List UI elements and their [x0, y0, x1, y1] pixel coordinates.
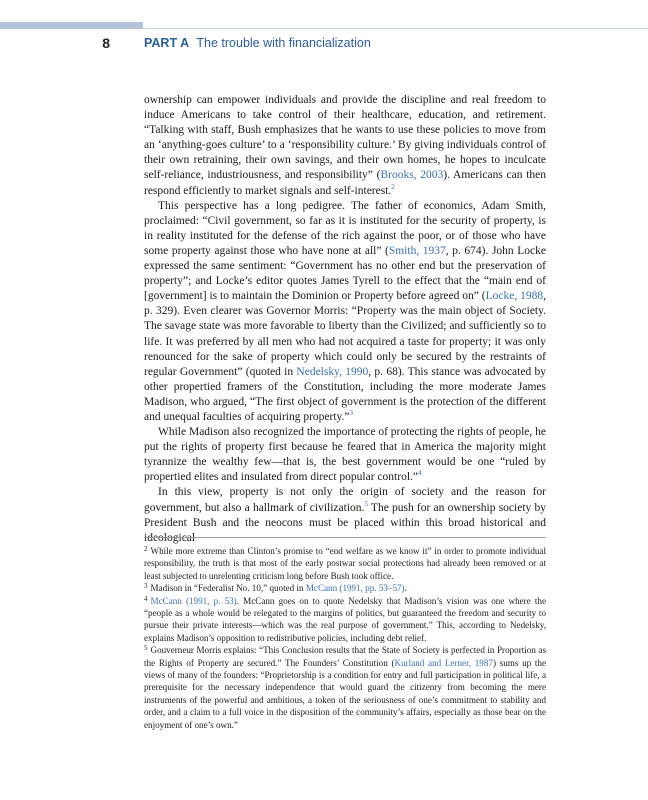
footnote-number: 3: [144, 582, 148, 591]
text-run: .: [404, 583, 407, 594]
text-run: In this view, property is not only the origin of society and the reason for government, but also a hallmark of civilization.: [144, 486, 546, 514]
footnote-number: 4: [144, 594, 148, 603]
text-run: , p. 68). This stance was advocated by other propertied framers of the Constitution, including the more moderate James Madison, who argued, “The first object of government is the protection of the different and unequal faculties of acquiring property.”: [144, 365, 546, 423]
footnote-ref[interactable]: 3: [349, 408, 354, 417]
footnote-number: 5: [144, 644, 148, 653]
text-run: ). Americans can then respond efficiently to market signals and self-interest.: [144, 169, 547, 197]
footnote-ref[interactable]: 2: [391, 182, 395, 191]
body-text: [144, 93, 546, 546]
text-run: . McCann goes on to quote Nedelsky that Madison’s vision was one where the “people as a whole would be relegated to the margins of politics, but guaranteed the freedom and security to pursue their private interests—which was the real purpose of government.” This, according to Nedelsky, explains Madison’s opposition to redistributive policies, including debt relief.: [144, 595, 546, 643]
footnote-ref[interactable]: 4: [418, 469, 422, 478]
text-run: While more extreme than Clinton’s promise to “end welfare as we know it” in order to promote individual responsibility, the truth is that most of the early postwar social protections had already been removed or at least subjected to unrelenting criticism long before Bush took office.: [144, 546, 546, 581]
citation-link[interactable]: McCann (1991, p. 53): [150, 595, 237, 606]
header-rule: [143, 28, 648, 29]
footnote-ref[interactable]: 5: [364, 499, 368, 508]
citation-link[interactable]: Brooks, 2003: [380, 169, 444, 182]
page-number: 8: [102, 35, 110, 51]
part-label: PART A: [144, 36, 190, 50]
text-run: While Madison also recognized the importance of protecting the rights of people, he put the rights of property first because he feared that in America the majority might tyrannize the wealthy few—that is, the best government would be one “ruled by propertied elites and insulated from direct popular control.”: [144, 426, 547, 484]
citation-link[interactable]: Kurland and Lerner, 1987: [394, 657, 493, 668]
text-run: This perspective has a long pedigree. The father of economics, Adam Smith, proclaimed: “Civil government, so far as it is instituted for the security of property, is in reality instituted for the defense of the rich against the poor, or of those who have some property against those who have none at all” (: [144, 199, 546, 257]
text-run: , p. 674). John Locke expressed the same sentiment: “Government has no other end but the preservation of property”; and Locke’s editor quotes James Tyrell to the effect that the “main end of [government] is to maintain the Dominion or Property before agreed on” (: [144, 244, 546, 303]
text-run: , p. 329). Even clearer was Governor Morris: “Property was the main object of Society. The savage state was more favorable to liberty than the Civilized; and sufficiently so to life. It was preferred by all men who had not acquired a taste for property; it was only renounced for the sake of property which could only be secured by the restraints of regular Government” (quoted in: [144, 290, 547, 378]
citation-link[interactable]: Nedelsky, 1990: [296, 365, 369, 378]
running-head: [144, 36, 371, 50]
footnote: [144, 644, 546, 731]
footnote: [144, 545, 546, 582]
citation-link[interactable]: Smith, 1937: [388, 244, 446, 257]
footnote-number: 2: [144, 545, 148, 553]
chapter-title: The trouble with financialization: [196, 36, 371, 50]
header-color-band: [0, 22, 143, 29]
text-run: Madison in “Federalist No. 10,” quoted in: [150, 583, 306, 594]
body-paragraph: [144, 425, 546, 485]
footnote: [144, 582, 546, 594]
body-paragraph: [144, 199, 546, 425]
footnote-rule: [144, 537, 546, 538]
citation-link[interactable]: McCann (1991, pp. 53–57): [305, 583, 405, 594]
text-run: The push for an ownership society by President Bush and the neocons must be placed within this broad historical and: [144, 501, 546, 529]
text-run: Gouverneur Morris explains: “This Conclusion results that the State of Society is perfected in Proportion as the Rights of Property are secured.” The Founders’ Constitution (: [144, 645, 546, 668]
footnote: [144, 595, 546, 645]
footnotes: [144, 545, 546, 731]
text-run: ownership can empower individuals and provide the discipline and real freedom to induce Americans to take control of their healthcare, education, and retirement. “Talking with staff, Bush emphasizes that he wants to use these policies to move from an ‘anything-goes culture’ to a ‘responsibility culture.’ By giving individuals control of their own retraining, their own savings, and their own homes, he hopes to inculcate self-reliance, industriousness, and responsibility” (: [144, 94, 546, 182]
citation-link[interactable]: Locke, 1988: [485, 290, 544, 303]
body-paragraph: [144, 93, 546, 199]
text-run: ) sums up the views of many of the founders: “Proprietorship is a condition for entry and full participation in political life, a prerequisite for the necessary independence that would guard the citizenry from becoming the mere instruments of the powerful and ambitious, a token of the seriousness of one’s commitment to stability and order, and a claim to a full voice in the disposition of the community’s affairs, especially as those bear on the enjoyment of one’s own.”: [144, 657, 547, 730]
